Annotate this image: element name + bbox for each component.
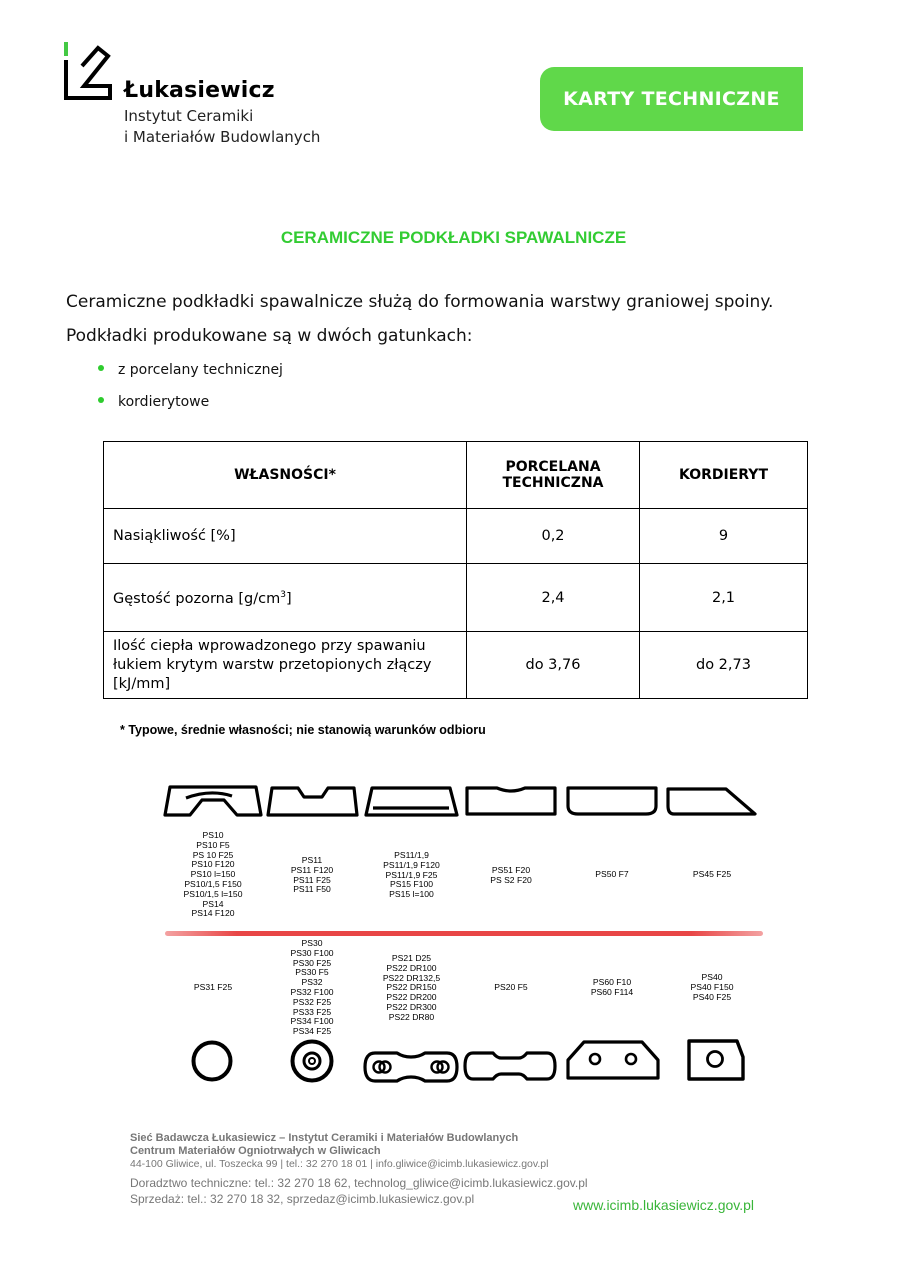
- cordierite-value: 2,1: [640, 564, 808, 632]
- product-code: PS 10 F25: [192, 849, 234, 860]
- product-code: PS30: [301, 938, 323, 948]
- notched-bar-icon: [461, 1049, 559, 1083]
- table-footnote: * Typowe, średnie własności; nie stanowią warunków odbioru: [120, 723, 486, 737]
- product-codes-ps30: [264, 939, 360, 1037]
- product-code: PS11/1,9: [394, 850, 429, 860]
- product-code: PS22 DR200: [386, 992, 437, 1003]
- product-code: PS50 F7: [595, 869, 629, 879]
- lukasiewicz-logo-icon: [64, 42, 114, 102]
- product-code: PS15 F100: [390, 879, 433, 890]
- slanted-profile-icon: [664, 784, 760, 820]
- product-codes-ps60: [564, 978, 660, 998]
- bullet-text: kordierytowe: [118, 394, 210, 410]
- porcelain-value: do 3,76: [467, 632, 640, 699]
- bullet-dot-icon: [98, 397, 104, 403]
- product-code: PS22 DR100: [386, 962, 437, 973]
- bullet-text: z porcelany technicznej: [118, 362, 283, 378]
- footer-website-link[interactable]: www.icimb.lukasiewicz.gov.pl: [573, 1197, 755, 1213]
- product-code: PS34 F100: [290, 1016, 334, 1027]
- product-codes-ps50: [564, 870, 660, 880]
- ring-with-hole-icon: [288, 1037, 336, 1085]
- product-code: PS20 F5: [494, 982, 528, 992]
- wave-profile-icon: [162, 784, 264, 820]
- footer-sales-contact: Sprzedaż: tel.: 32 270 18 32, sprzedaz@icimb.lukasiewicz.gov.pl: [130, 1192, 475, 1206]
- product-codes-ps11: [264, 856, 360, 895]
- product-code: PS22 DR132,5: [382, 972, 441, 983]
- product-code: PS11: [301, 855, 323, 865]
- column-header-property: WŁASNOŚCI*: [104, 442, 467, 509]
- product-code: PS30 F25: [292, 957, 332, 968]
- product-code: PS33 F25: [292, 1006, 332, 1017]
- footer-technical-contact: Doradztwo techniczne: tel.: 32 270 18 62, technolog_gliwice@icimb.lukasiewicz.gov.pl: [130, 1176, 588, 1190]
- product-code: PS S2 F20: [490, 874, 532, 885]
- porcelain-value: 2,4: [467, 564, 640, 632]
- product-code: PS30 F5: [295, 967, 329, 978]
- rounded-groove-profile-icon: [564, 784, 660, 820]
- product-codes-ps20: [463, 983, 559, 993]
- product-codes-ps10: [162, 831, 264, 919]
- product-code: PS22 DR300: [386, 1001, 437, 1012]
- section-divider: [165, 931, 763, 936]
- shallow-groove-profile-icon: [463, 784, 559, 820]
- intro-line-1: Ceramiczne podkładki spawalnicze służą do formowania warstwy graniowej spoiny.: [66, 292, 774, 312]
- product-code: PS21 D25: [391, 953, 432, 963]
- brand-name: Łukasiewicz: [124, 78, 275, 103]
- brand-subtitle-line1: Instytut Ceramiki: [124, 107, 254, 125]
- product-codes-ps40: [664, 973, 760, 1002]
- product-codes-ps31: [162, 983, 264, 993]
- chain-link-icon: [361, 1049, 461, 1085]
- table-row: [104, 632, 808, 699]
- product-code: PS22 DR150: [386, 982, 437, 993]
- footer-address: 44-100 Gliwice, ul. Toszecka 99 | tel.: 32 270 18 01 | info.gliwice@icimb.lukasiewicz.gov.pl: [130, 1158, 549, 1170]
- properties-table: [103, 441, 808, 699]
- property-label: [104, 564, 467, 632]
- product-codes-ps51: [463, 866, 559, 886]
- product-code: PS10 F120: [191, 859, 235, 870]
- product-code: PS11 F120: [290, 864, 334, 875]
- bullet-item: [98, 394, 209, 410]
- property-label-suffix: ]: [285, 590, 292, 607]
- product-code: PS10 F5: [196, 839, 230, 850]
- table-row: [104, 509, 808, 564]
- product-code: PS11 F50: [293, 884, 331, 895]
- trapezoid-groove-profile-icon: [264, 784, 360, 820]
- product-code: PS14 F120: [191, 908, 235, 919]
- product-code: PS60 F10: [592, 977, 632, 987]
- product-codes-ps11-19: [363, 851, 460, 900]
- product-codes-ps21-22: [363, 954, 460, 1023]
- flat-trapezoid-profile-icon: [363, 784, 460, 820]
- product-code: PS30 F100: [290, 947, 334, 958]
- product-code: PS32: [301, 977, 323, 988]
- block-with-hole-icon: [685, 1037, 747, 1083]
- product-code: PS34 F25: [292, 1026, 332, 1037]
- property-label-text: Gęstość pozorna [g/cm: [113, 590, 281, 607]
- product-code: PS15 l=100: [389, 889, 434, 900]
- superscript-exponent: 3: [280, 590, 286, 601]
- product-code: PS60 F114: [590, 986, 634, 997]
- ring-icon: [189, 1038, 235, 1084]
- product-code: PS31 F25: [193, 982, 233, 992]
- bullet-item: [98, 362, 283, 378]
- intro-line-2: Podkładki produkowane są w dwóch gatunkach:: [66, 326, 473, 346]
- property-label: Ilość ciepła wprowadzonego przy spawaniu łukiem krytym warstw przetopionych złączy [kJ/mm]: [104, 632, 467, 699]
- property-label: Nasiąkliwość [%]: [104, 509, 467, 564]
- product-code: PS11 F25: [293, 874, 331, 885]
- product-code: PS10/1,5 l=150: [183, 888, 243, 899]
- hexagon-two-holes-icon: [564, 1038, 662, 1082]
- table-row: [104, 564, 808, 632]
- product-codes-ps45: [664, 870, 760, 880]
- product-code: PS40: [701, 972, 723, 982]
- porcelain-value: 0,2: [467, 509, 640, 564]
- document-title: CERAMICZNE PODKŁADKI SPAWALNICZE: [280, 228, 627, 247]
- product-code: PS40 F25: [692, 991, 732, 1002]
- column-header-cordierite: KORDIERYT: [640, 442, 808, 509]
- product-code: PS11/1,9 F120: [383, 859, 440, 870]
- product-code: PS32 F25: [292, 996, 332, 1007]
- product-code: PS22 DR80: [388, 1011, 435, 1022]
- product-code: PS10 l=150: [190, 869, 236, 880]
- footer-center-name: Centrum Materiałów Ogniotrwałych w Gliwicach: [130, 1145, 381, 1157]
- cordierite-value: 9: [640, 509, 808, 564]
- product-code: PS14: [202, 898, 224, 909]
- brand-subtitle-line2: i Materiałów Budowlanych: [124, 128, 321, 146]
- bullet-dot-icon: [98, 365, 104, 371]
- column-header-porcelain: PORCELANA TECHNICZNA: [467, 442, 640, 509]
- footer-organization: Sieć Badawcza Łukasiewicz – Instytut Ceramiki i Materiałów Budowlanych: [130, 1132, 519, 1144]
- product-code: PS32 F100: [290, 986, 334, 997]
- product-code: PS45 F25: [692, 869, 732, 879]
- product-code: PS51 F20: [491, 865, 531, 875]
- product-code: PS40 F150: [690, 981, 734, 992]
- product-code: PS10/1,5 F150: [184, 878, 242, 889]
- section-badge: KARTY TECHNICZNE: [540, 67, 803, 131]
- table-header-row: [104, 442, 808, 509]
- cordierite-value: do 2,73: [640, 632, 808, 699]
- product-code: PS11/1,9 F25: [385, 869, 438, 880]
- product-code: PS10: [202, 830, 224, 840]
